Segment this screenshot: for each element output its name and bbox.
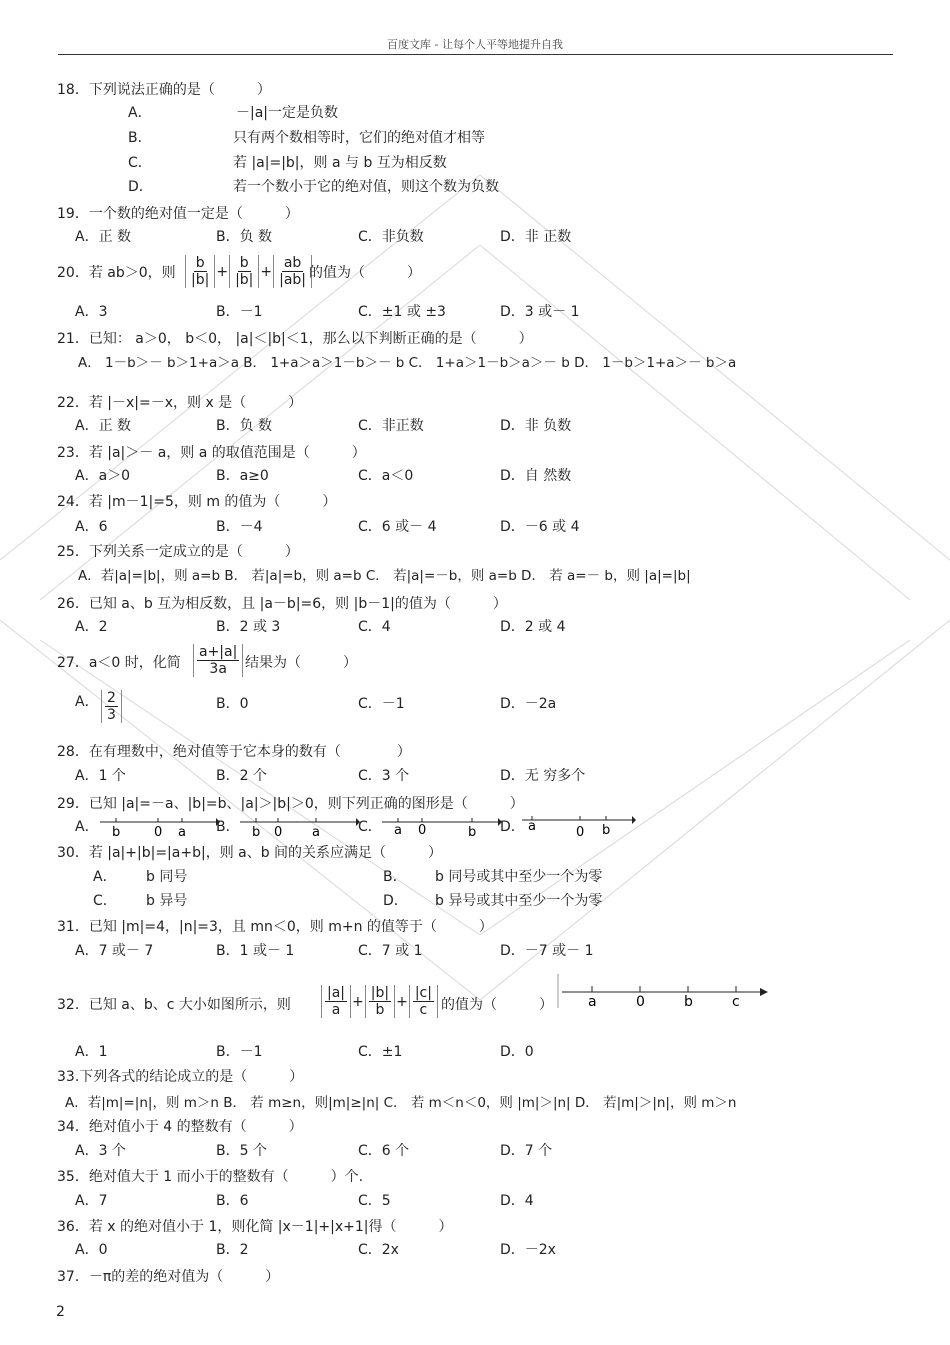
q31-opt-c: C．7 或 1 — [358, 943, 423, 959]
q29-number-line-b — [238, 814, 360, 838]
q30-opt-a-text: b 同号 — [146, 869, 188, 885]
q27-opt-b: B．0 — [216, 696, 249, 712]
q20-opt-a: A．3 — [75, 304, 108, 320]
q35-stem: 35．绝对值大于 1 而小于的整数有（ ）个. — [57, 1169, 364, 1185]
q27-opt-c: C．－1 — [358, 696, 405, 712]
q21-stem: 21．已知： a＞0， b＜0， |a|＜|b|＜1，那么以下判断正确的是（ ） — [57, 331, 533, 347]
q29d-label-2: 0 — [576, 825, 585, 838]
header-rule — [58, 54, 893, 55]
q32-stem-post: 的值为（ ） — [441, 997, 553, 1013]
q34-opt-c: C．6 个 — [358, 1143, 410, 1159]
q35-opt-b: B．6 — [216, 1193, 249, 1209]
q19-opt-c: C．非负数 — [358, 229, 424, 245]
q29a-label-3: a — [178, 825, 186, 838]
q24-stem: 24．若 |m－1|=5，则 m 的值为（ ） — [57, 494, 337, 510]
q27-stem-post: 结果为（ ） — [245, 655, 357, 671]
q35-opt-c: C．5 — [358, 1193, 391, 1209]
q32-label-c: c — [732, 994, 740, 1010]
q20-expression: b |b| + b |b| + ab |ab| — [184, 255, 313, 288]
q28-opt-d: D．无 穷多个 — [500, 768, 586, 784]
q22-opt-d: D．非 负数 — [500, 418, 572, 434]
q29-opt-a: A． — [75, 819, 99, 835]
q20-opt-b: B．－1 — [216, 304, 263, 320]
q18-opt-d-text: 若一个数小于它的绝对值，则这个数为负数 — [233, 179, 499, 195]
q36-opt-d: D．－2x — [500, 1242, 556, 1258]
q27-expression — [192, 644, 244, 677]
q32-opt-a: A．1 — [75, 1044, 108, 1060]
q27-opt-a: A． — [75, 694, 99, 710]
q28-opt-a: A．1 个 — [75, 768, 126, 784]
q36-opt-b: B．2 — [216, 1242, 249, 1258]
q36-opt-c: C．2x — [358, 1242, 399, 1258]
q29-number-line-a — [98, 814, 220, 838]
q32-fraction-1: |a| a — [321, 985, 351, 1018]
q33-stem: 33.下列各式的结论成立的是（ ） — [57, 1069, 304, 1085]
q18-opt-a-text: －|a|一定是负数 — [236, 105, 339, 121]
q20-opt-c: C．±1 或 ±3 — [358, 304, 446, 320]
q22-opt-b: B．负 数 — [216, 418, 273, 434]
q31-opt-a: A．7 或－ 7 — [75, 943, 154, 959]
q29b-label-2: 0 — [274, 825, 283, 838]
page-number: 2 — [56, 1304, 65, 1320]
q23-stem: 23．若 |a|＞－ a，则 a 的取值范围是（ ） — [57, 445, 366, 461]
q34-stem: 34．绝对值小于 4 的整数有（ ） — [57, 1119, 303, 1135]
q32-stem-pre: 32．已知 a、b、c 大小如图所示，则 — [57, 997, 291, 1013]
q23-opt-a: A．a＞0 — [75, 468, 131, 484]
q35-opt-a: A．7 — [75, 1193, 108, 1209]
q30-opt-b-label: B． — [383, 869, 407, 885]
q32-number-line — [556, 974, 770, 1010]
q31-opt-b: B．1 或－ 1 — [216, 943, 295, 959]
q29d-label-3: b — [602, 823, 611, 838]
q26-opt-c: C．4 — [358, 619, 391, 635]
q28-stem: 28．在有理数中，绝对值等于它本身的数有（ ） — [57, 744, 411, 760]
q24-opt-c: C．6 或－ 4 — [358, 519, 437, 535]
q30-opt-d-label: D． — [383, 893, 408, 909]
q18-opt-d-label: D． — [128, 179, 153, 195]
q29-number-line-d — [520, 812, 638, 838]
q18-opt-b-text: 只有两个数相等时，它们的绝对值才相等 — [233, 130, 485, 146]
q24-opt-a: A．6 — [75, 519, 108, 535]
q20-fraction-2: b |b| — [229, 255, 259, 288]
q30-opt-c-text: b 异号 — [146, 893, 188, 909]
q25-stem: 25．下列关系一定成立的是（ ） — [57, 544, 299, 560]
q32-label-a: a — [588, 994, 597, 1010]
page-header: 百度文库 - 让每个人平等地提升自我 — [387, 38, 563, 51]
q18-opt-a-label: A． — [128, 105, 152, 121]
q32-fraction-3: |c| c — [409, 985, 438, 1018]
q29-stem: 29．已知 |a|=－a、|b|=b、|a|＞|b|＞0，则下列正确的图形是（ ） — [57, 796, 524, 812]
q30-opt-d-text: b 异号或其中至少一个为零 — [435, 893, 603, 909]
q30-opt-a-label: A． — [93, 869, 117, 885]
q33-options: A．若|m|=|n|，则 m＞n B． 若 m≥n，则|m|≥|n| C． 若 m＜n＜0，则 |m|＞|n| D． 若|m|＞|n|，则 m＞n — [65, 1095, 737, 1111]
q31-opt-d: D．－7 或－ 1 — [500, 943, 594, 959]
q20-fraction-1: b |b| — [185, 255, 215, 288]
q23-opt-c: C．a＜0 — [358, 468, 414, 484]
q19-opt-a: A．正 数 — [75, 229, 132, 245]
q19-opt-d: D．非 正数 — [500, 229, 572, 245]
q26-opt-d: D．2 或 4 — [500, 619, 566, 635]
q36-stem: 36．若 x 的绝对值小于 1，则化简 |x－1|+|x+1|得（ ） — [57, 1219, 453, 1235]
q18-opt-b-label: B． — [128, 130, 152, 146]
q24-opt-d: D．－6 或 4 — [500, 519, 580, 535]
q32-expression: |a| a + |b| b + |c| c — [320, 985, 439, 1018]
q29c-label-2: 0 — [418, 823, 427, 838]
q18-opt-c-text: 若 |a|=|b|，则 a 与 b 互为相反数 — [233, 155, 447, 171]
q26-opt-b: B．2 或 3 — [216, 619, 281, 635]
q27-opt-d: D．－2a — [500, 696, 557, 712]
q22-stem: 22．若 |－x|=－x，则 x 是（ ） — [57, 395, 303, 411]
q25-options: A．若|a|=|b|，则 a=b B． 若|a|=b，则 a=b C． 若|a|=－b，则 a=b D． 若 a=－ b，则 |a|=|b| — [78, 568, 691, 584]
q22-opt-c: C．非正数 — [358, 418, 424, 434]
q30-opt-b-text: b 同号或其中至少一个为零 — [435, 869, 603, 885]
q22-opt-a: A．正 数 — [75, 418, 132, 434]
q27-opt-a-fraction: 2 3 — [100, 690, 123, 723]
q26-stem: 26．已知 a、b 互为相反数，且 |a－b|=6，则 |b－1|的值为（ ） — [57, 596, 507, 612]
q32-opt-d: D．0 — [500, 1044, 534, 1060]
q29a-label-1: b — [112, 825, 121, 838]
q32-label-0: 0 — [636, 994, 645, 1010]
q20-fraction-3: ab |ab| — [273, 255, 312, 288]
q31-stem: 31．已知 |m|=4，|n|=3，且 mn＜0，则 m+n 的值等于（ ） — [57, 919, 493, 935]
q34-opt-a: A．3 个 — [75, 1143, 126, 1159]
q35-opt-d: D．4 — [500, 1193, 534, 1209]
q27-fraction: a+|a| 3a — [193, 644, 243, 677]
q29-opt-d: D． — [500, 819, 525, 835]
q26-opt-a: A．2 — [75, 619, 108, 635]
q29b-label-1: b — [252, 825, 261, 838]
q36-opt-a: A．0 — [75, 1242, 108, 1258]
q29a-label-2: 0 — [154, 825, 163, 838]
q29c-label-1: a — [394, 823, 402, 838]
q30-stem: 30．若 |a|+|b|=|a+b|，则 a、b 间的关系应满足（ ） — [57, 845, 443, 861]
q29d-label-1: a — [528, 819, 536, 834]
q24-opt-b: B．－4 — [216, 519, 263, 535]
q19-stem: 19．一个数的绝对值一定是（ ） — [57, 206, 299, 222]
q20-stem-post: 的值为（ ） — [309, 265, 421, 281]
q27-stem-pre: 27．a＜0 时，化简 — [57, 655, 181, 671]
q28-opt-c: C．3 个 — [358, 768, 410, 784]
q29-number-line-c — [380, 814, 502, 838]
q34-opt-b: B．5 个 — [216, 1143, 267, 1159]
q18-stem: 18．下列说法正确的是（ ） — [57, 82, 271, 98]
q20-opt-d: D．3 或－ 1 — [500, 304, 580, 320]
q32-label-b: b — [684, 994, 693, 1010]
q32-opt-c: C．±1 — [358, 1044, 403, 1060]
q18-opt-c-label: C． — [128, 155, 152, 171]
q21-options: A． 1－b＞－ b＞1+a＞a B． 1+a＞a＞1－b＞－ b C． 1+a＞1－b＞a＞－ b D． 1－b＞1+a＞－ b＞a — [78, 355, 737, 371]
q30-opt-c-label: C． — [93, 893, 117, 909]
q28-opt-b: B．2 个 — [216, 768, 267, 784]
q32-opt-b: B．－1 — [216, 1044, 263, 1060]
q19-opt-b: B．负 数 — [216, 229, 273, 245]
q34-opt-d: D．7 个 — [500, 1143, 553, 1159]
q37-stem: 37．－π的差的绝对值为（ ） — [57, 1269, 280, 1285]
q29c-label-3: b — [468, 825, 477, 838]
q29-opt-c: C． — [358, 819, 382, 835]
q20-stem-pre: 20．若 ab＞0，则 — [57, 265, 176, 281]
q32-fraction-2: |b| b — [365, 985, 395, 1018]
q29-opt-b: B． — [216, 819, 240, 835]
q23-opt-d: D．自 然数 — [500, 468, 572, 484]
q29b-label-3: a — [312, 825, 320, 838]
q23-opt-b: B．a≥0 — [216, 468, 269, 484]
